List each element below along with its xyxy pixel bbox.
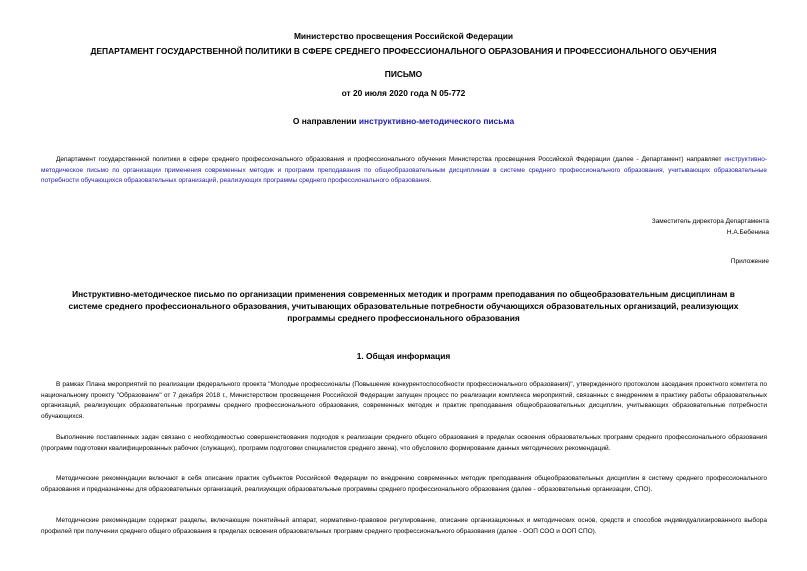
- department-name: ДЕПАРТАМЕНТ ГОСУДАРСТВЕННОЙ ПОЛИТИКИ В СФЕРЕ СРЕДНЕГО ПРОФЕССИОНАЛЬНОГО ОБРАЗОВАНИЯ И ПРОФЕССИОНАЛЬНОГО ОБУЧЕНИЯ: [90, 46, 717, 56]
- signatory-name: Н.А.Бебенина: [726, 228, 769, 236]
- subject-link[interactable]: инструктивно-методического письма: [358, 116, 515, 126]
- ministry-name: Министерство просвещения Российской Федерации: [293, 31, 514, 41]
- document-subject: [0, 116, 807, 126]
- section-title: 1. Общая информация: [356, 351, 451, 361]
- instruction-letter-link[interactable]: инструктивно-методическое письмо по организации применения современных методик и программ преподавания по общеобразовательным дисциплинам в системе среднего профессионального образования, учитывающих образовательные потребности обучающихся образовательных организаций, реализующих программы среднего профессионального образования: [41, 156, 767, 185]
- section-paragraph: Выполнение поставленных задач связано с необходимостью совершенствования подходов к реализации среднего общего образования в пределах освоения образовательных программ среднего профессионального образования (программ подготовки квалифицированных рабочих (служащих), программ подготовки специалистов среднего звена), что обусловило формирование данных методических рекомендаций.: [41, 434, 767, 452]
- intro-paragraph: [41, 155, 767, 187]
- attachment-label: Приложение: [730, 258, 769, 265]
- attachment-document-title: Инструктивно-методическое письмо по организации применения современных методик и программ преподавания по общеобразовательным дисциплинам в системе среднего профессионального образования, учитывающих образовательные потребности обучающихся образовательных организаций, реализующих программы среднего профессионального образования: [68, 289, 739, 323]
- intro-text-end: .: [429, 177, 432, 185]
- section-paragraph: В рамках Плана мероприятий по реализации федерального проекта "Молодые профессионалы (Повышение конкурентоспособности профессионального образования)", утвержденного протоколом заседания проектного комитета по национальному проекту "Образование" от 7 декабря 2018 г., Министерством просвещения Российской Федерации запущен процесс по реализации комплекса мероприятий, связанных с внедрением в практику работы образовательных организаций, реализующих образовательные программы среднего профессионального образования, современных методик и практик преподавания общеобразовательных дисциплин, учитывающих образовательные потребности обучающихся.: [41, 381, 767, 420]
- intro-text: Департамент государственной политики в сфере среднего профессионального образования и профессионального обучения Министерства просвещения Российской Федерации (далее - Департамент) направляет: [56, 156, 725, 163]
- section-paragraph: Методические рекомендации содержат разделы, включающие понятийный аппарат, нормативно-правовое регулирование, описание организационных и методических основ, средств и способов индивидуализированного выбора профилей при получении среднего общего образования в пределах освоения образовательных программ среднего профессионального образования (далее - ООП СОО и ООП СПО).: [41, 517, 767, 535]
- signatory-position: Заместитель директора Департамента: [651, 218, 769, 225]
- signature-block: [652, 217, 769, 238]
- section-paragraph: Методические рекомендации включают в себя описание практик субъектов Российской Федерации по внедрению современных методик преподавания общеобразовательных дисциплин в систему среднего профессионального образования и предназначены для образовательных организаций, реализующих образовательные программы среднего профессионального образования (далее - образовательные организации, СПО).: [41, 475, 767, 493]
- document-type: ПИСЬМО: [384, 69, 423, 79]
- document-date-number: от 20 июля 2020 года N 05-772: [341, 88, 466, 98]
- subject-prefix: О направлении: [292, 116, 359, 126]
